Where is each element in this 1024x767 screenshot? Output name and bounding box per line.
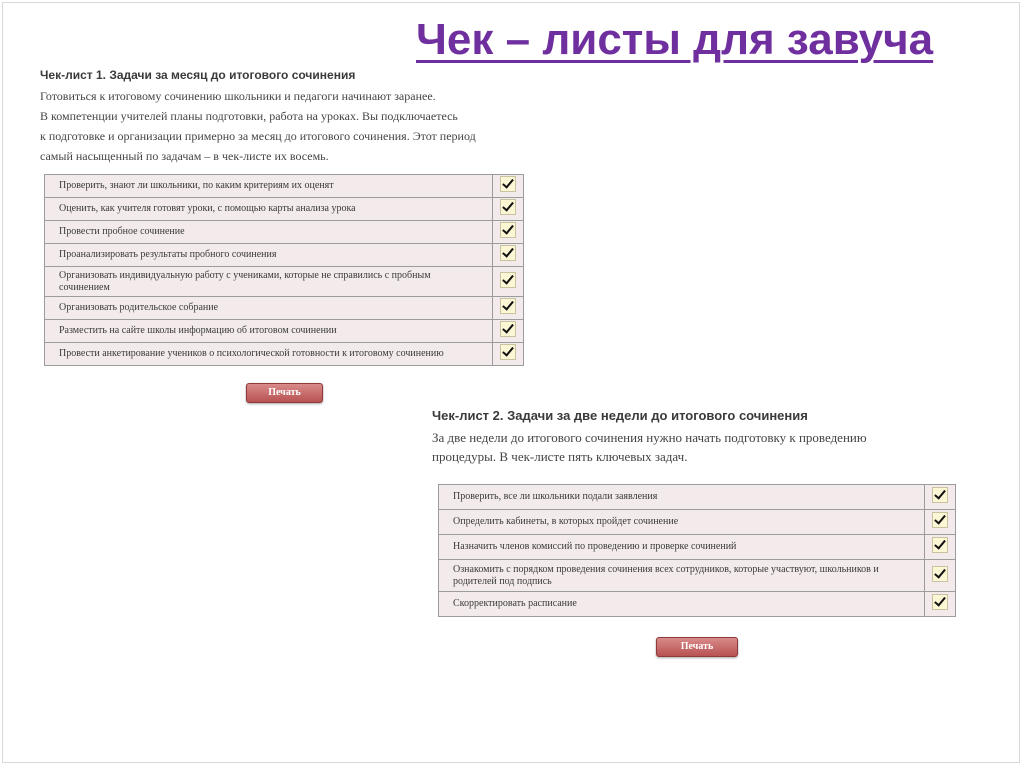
checklist1-line: к подготовке и организации примерно за месяц до итогового сочинения. Этот период	[40, 129, 476, 143]
checklist1-item: Проанализировать результаты пробного сочинения	[45, 244, 493, 267]
checklist1-item: Разместить на сайте школы информацию об итоговом сочинении	[45, 320, 493, 343]
table-row	[45, 175, 524, 198]
checklist1-item: Организовать родительское собрание	[45, 297, 493, 320]
checklist1-table	[44, 174, 524, 366]
checkmark-icon	[500, 321, 516, 337]
checklist2-line: процедуры. В чек-листе пять ключевых задач.	[432, 449, 688, 464]
checkmark-icon	[500, 199, 516, 215]
checklist2-checkbox[interactable]	[925, 560, 956, 592]
table-row	[439, 485, 956, 510]
checkmark-icon	[932, 487, 948, 503]
checklist2-line: За две недели до итогового сочинения нужно начать подготовку к проведению	[432, 430, 867, 445]
table-row	[439, 592, 956, 617]
checklist1-checkbox[interactable]	[493, 267, 524, 297]
checklist1-item: Проверить, знают ли школьники, по каким критериям их оценят	[45, 175, 493, 198]
checklist1-checkbox[interactable]	[493, 297, 524, 320]
checklist1-item: Оценить, как учителя готовят уроки, с помощью карты анализа урока	[45, 198, 493, 221]
table-row	[439, 535, 956, 560]
checkmark-icon	[500, 176, 516, 192]
checklist1-checkbox[interactable]	[493, 198, 524, 221]
checklist2-checkbox[interactable]	[925, 485, 956, 510]
checkmark-icon	[932, 566, 948, 582]
checklist1-checkbox[interactable]	[493, 221, 524, 244]
checklist2-checkbox[interactable]	[925, 510, 956, 535]
checklist1-checkbox[interactable]	[493, 343, 524, 366]
checklist1-checkbox[interactable]	[493, 320, 524, 343]
checkmark-icon	[500, 344, 516, 360]
checklist1-line: Готовиться к итоговому сочинению школьники и педагоги начинают заранее.	[40, 89, 436, 103]
checklist1-heading: Чек-лист 1. Задачи за месяц до итогового сочинения	[40, 68, 356, 82]
print-button-1[interactable]: Печать	[246, 383, 323, 403]
checkmark-icon	[500, 245, 516, 261]
checklist1-item: Провести пробное сочинение	[45, 221, 493, 244]
checklist2-item: Определить кабинеты, в которых пройдет сочинение	[439, 510, 925, 535]
table-row	[439, 560, 956, 592]
checklist2-table	[438, 484, 956, 617]
checklist2-checkbox[interactable]	[925, 592, 956, 617]
table-row	[45, 297, 524, 320]
checklist2-item: Ознакомить с порядком проведения сочинения всех сотрудников, которые участвуют, школьников и родителей под подпись	[439, 560, 925, 592]
checklist2-heading: Чек-лист 2. Задачи за две недели до итогового сочинения	[432, 408, 808, 423]
table-row	[45, 267, 524, 297]
checklist1-line: В компетенции учителей планы подготовки, работа на уроках. Вы подключаетесь	[40, 109, 458, 123]
checklist2-description	[432, 428, 867, 466]
checkmark-icon	[500, 298, 516, 314]
checklist1-item: Организовать индивидуальную работу с учениками, которые не справились с пробным сочинением	[45, 267, 493, 297]
checkmark-icon	[932, 537, 948, 553]
checklist2-checkbox[interactable]	[925, 535, 956, 560]
table-row	[45, 198, 524, 221]
checklist2-item: Назначить членов комиссий по проведению и проверке сочинений	[439, 535, 925, 560]
table-row	[45, 343, 524, 366]
table-row	[439, 510, 956, 535]
checkmark-icon	[932, 512, 948, 528]
slide-title: Чек – листы для завуча	[416, 15, 934, 64]
checklist1-item: Провести анкетирование учеников о психологической готовности к итоговому сочинению	[45, 343, 493, 366]
table-row	[45, 320, 524, 343]
checkmark-icon	[932, 594, 948, 610]
checklist2-item: Скорректировать расписание	[439, 592, 925, 617]
checklist1-line: самый насыщенный по задачам – в чек-листе их восемь.	[40, 149, 329, 163]
checklist2-item: Проверить, все ли школьники подали заявления	[439, 485, 925, 510]
print-button-2[interactable]: Печать	[656, 637, 738, 657]
checklist1-checkbox[interactable]	[493, 244, 524, 267]
checkmark-icon	[500, 272, 516, 288]
table-row	[45, 244, 524, 267]
checkmark-icon	[500, 222, 516, 238]
table-row	[45, 221, 524, 244]
checklist1-description	[40, 86, 476, 166]
checklist1-checkbox[interactable]	[493, 175, 524, 198]
